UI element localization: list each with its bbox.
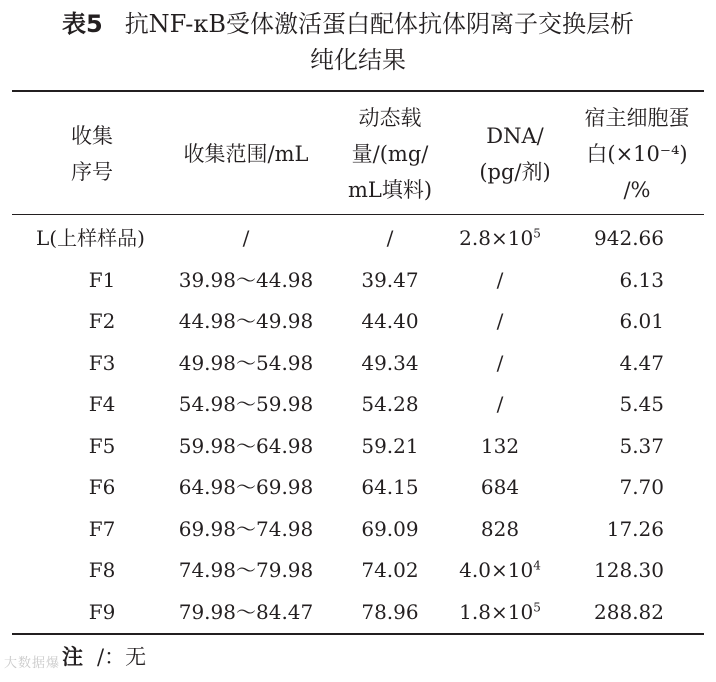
cell-dynamic-load-text: 74.02 xyxy=(361,558,419,582)
cell-hcp xyxy=(570,260,704,302)
header-collection-number xyxy=(12,98,172,210)
cell-hcp xyxy=(570,509,704,551)
cell-dna xyxy=(445,509,555,551)
cell-dynamic-load-text: 39.47 xyxy=(361,267,419,292)
cell-collection-number xyxy=(12,384,192,426)
cell-dynamic-load xyxy=(320,260,460,302)
cell-collection-number-text: F1 xyxy=(88,267,116,292)
cell-hcp xyxy=(570,384,704,426)
cell-collection-number-text: F5 xyxy=(88,433,116,458)
cell-dynamic-load xyxy=(320,592,460,634)
cell-collection-number-text: F2 xyxy=(88,309,116,333)
cell-collection-number-text: F4 xyxy=(88,392,116,416)
header-line: 收集范围/mL xyxy=(183,142,309,166)
header-rule xyxy=(12,214,704,215)
cell-hcp-text: 4.47 xyxy=(619,350,664,375)
header-line: /% xyxy=(623,178,651,202)
cell-collection-number-text: F8 xyxy=(88,558,116,582)
cell-collection-range-text: / xyxy=(242,226,250,250)
table-row xyxy=(0,509,716,551)
header-line: 序号 xyxy=(71,160,113,184)
cell-dynamic-load xyxy=(320,301,460,343)
cell-collection-number xyxy=(12,426,192,468)
cell-dna-text: 4.0×10 xyxy=(459,558,534,582)
cell-dna-text: / xyxy=(496,267,504,292)
table-row xyxy=(0,384,716,426)
cell-dna-text: 828 xyxy=(480,516,520,541)
cell-collection-number xyxy=(12,550,192,592)
cell-hcp xyxy=(570,592,704,634)
header-line: 宿主细胞蛋 xyxy=(584,106,690,130)
watermark-text: 大数据爆 xyxy=(4,656,61,671)
cell-dna-text: / xyxy=(496,350,504,375)
header-line: 量/(mg/ xyxy=(351,142,429,166)
caption-line-1 xyxy=(0,6,716,42)
cell-hcp-text: 128.30 xyxy=(594,558,664,582)
cell-dynamic-load-text: 44.40 xyxy=(361,309,419,333)
cell-collection-range-text: 39.98～44.98 xyxy=(178,267,314,292)
cell-dna xyxy=(445,260,555,302)
cell-hcp-text: 7.70 xyxy=(619,475,664,499)
cell-collection-number-text: F9 xyxy=(88,599,116,624)
cell-dna xyxy=(445,301,555,343)
table-row xyxy=(0,301,716,343)
cell-dna xyxy=(445,426,555,468)
cell-dynamic-load xyxy=(320,509,460,551)
cell-collection-range xyxy=(172,467,320,509)
cell-dynamic-load-text: 64.15 xyxy=(361,475,419,499)
cell-dna-text: / xyxy=(496,309,504,333)
cell-collection-range xyxy=(172,426,320,468)
header-line: mL填料) xyxy=(347,178,433,202)
cell-dynamic-load xyxy=(320,218,460,260)
header-line: 白(×10⁻⁴) xyxy=(586,142,688,166)
cell-dynamic-load-text: 78.96 xyxy=(361,599,419,624)
cell-hcp-text: 17.26 xyxy=(606,516,664,541)
table-row xyxy=(0,218,716,260)
cell-dna xyxy=(445,343,555,385)
table-row xyxy=(0,550,716,592)
table-row xyxy=(0,467,716,509)
table-row xyxy=(0,343,716,385)
note-label: 注 xyxy=(62,645,83,669)
cell-dna-text: 684 xyxy=(480,475,520,499)
header-line: DNA/ xyxy=(486,124,544,148)
table-label: 表5 xyxy=(61,10,103,38)
table-caption xyxy=(0,6,716,78)
cell-dna-text: / xyxy=(496,392,504,416)
cell-collection-number xyxy=(12,592,192,634)
cell-hcp-text: 6.13 xyxy=(619,267,664,292)
cell-collection-range xyxy=(172,384,320,426)
table-row xyxy=(0,260,716,302)
cell-dynamic-load xyxy=(320,550,460,592)
cell-collection-range-text: 49.98～54.98 xyxy=(178,350,314,375)
header-line: (pg/剂) xyxy=(479,160,551,184)
dna-exponent: 5 xyxy=(533,599,541,614)
header-collection-range xyxy=(172,98,320,210)
cell-dynamic-load xyxy=(320,467,460,509)
cell-collection-range-text: 69.98～74.98 xyxy=(178,516,314,541)
bottom-rule xyxy=(12,633,704,635)
cell-hcp-text: 5.45 xyxy=(619,392,664,416)
cell-hcp xyxy=(570,426,704,468)
cell-collection-range-text: 44.98～49.98 xyxy=(178,309,314,333)
cell-dynamic-load-text: 49.34 xyxy=(361,350,419,375)
cell-hcp-text: 942.66 xyxy=(594,226,664,250)
cell-dna-text: 132 xyxy=(480,433,520,458)
cell-dynamic-load xyxy=(320,343,460,385)
cell-hcp xyxy=(570,550,704,592)
cell-hcp xyxy=(570,467,704,509)
cell-dynamic-load-text: 69.09 xyxy=(361,516,419,541)
cell-collection-range xyxy=(172,509,320,551)
cell-dna xyxy=(445,550,555,592)
cell-collection-range-text: 59.98～64.98 xyxy=(178,433,314,458)
cell-dynamic-load xyxy=(320,384,460,426)
header-dna xyxy=(460,98,570,210)
header-line: 收集 xyxy=(71,124,113,148)
cell-hcp-text: 288.82 xyxy=(594,599,664,624)
cell-collection-number xyxy=(12,343,192,385)
cell-dna xyxy=(445,467,555,509)
cell-collection-range xyxy=(172,260,320,302)
table-title: 抗NF-κB受体激活蛋白配体抗体阴离子交换层析 xyxy=(124,10,635,38)
cell-collection-range-text: 64.98～69.98 xyxy=(178,475,314,499)
cell-dna-text: 2.8×10 xyxy=(459,226,534,250)
cell-hcp-text: 6.01 xyxy=(619,309,664,333)
cell-collection-number xyxy=(12,301,192,343)
cell-hcp xyxy=(570,301,704,343)
top-rule xyxy=(12,90,704,92)
cell-hcp xyxy=(570,218,704,260)
header-dynamic-load xyxy=(320,98,460,210)
cell-collection-number-text: F7 xyxy=(88,516,116,541)
cell-collection-number-text: F6 xyxy=(88,475,116,499)
dna-exponent: 4 xyxy=(533,558,541,573)
cell-hcp-text: 5.37 xyxy=(619,433,664,458)
cell-dna-text: 1.8×10 xyxy=(459,599,534,624)
cell-collection-range xyxy=(172,218,320,260)
cell-dynamic-load-text: 54.28 xyxy=(361,392,419,416)
table-title-continued: 纯化结果 xyxy=(310,46,406,74)
cell-dynamic-load-text: / xyxy=(386,226,394,250)
cell-dynamic-load xyxy=(320,426,460,468)
cell-collection-number xyxy=(12,509,192,551)
cell-collection-range xyxy=(172,301,320,343)
cell-hcp xyxy=(570,343,704,385)
cell-collection-number-text: F3 xyxy=(88,350,116,375)
dna-exponent: 5 xyxy=(533,226,541,241)
cell-collection-number-text: L(上样样品) xyxy=(36,226,145,250)
cell-collection-number xyxy=(12,467,192,509)
cell-collection-number xyxy=(12,218,184,260)
note-text: /：无 xyxy=(97,645,147,669)
cell-collection-range xyxy=(172,343,320,385)
header-hcp xyxy=(570,98,704,210)
cell-dna xyxy=(445,384,555,426)
cell-collection-range xyxy=(172,592,320,634)
table-row xyxy=(0,592,716,634)
table-note xyxy=(62,642,146,672)
header-line: 动态载 xyxy=(358,106,422,130)
cell-dna xyxy=(445,592,555,634)
cell-collection-range-text: 74.98～79.98 xyxy=(178,558,314,582)
cell-collection-range xyxy=(172,550,320,592)
cell-collection-number xyxy=(12,260,192,302)
cell-dynamic-load-text: 59.21 xyxy=(361,433,419,458)
cell-dna xyxy=(445,218,555,260)
cell-collection-range-text: 54.98～59.98 xyxy=(178,392,314,416)
cell-collection-range-text: 79.98～84.47 xyxy=(178,599,314,624)
table-row xyxy=(0,426,716,468)
